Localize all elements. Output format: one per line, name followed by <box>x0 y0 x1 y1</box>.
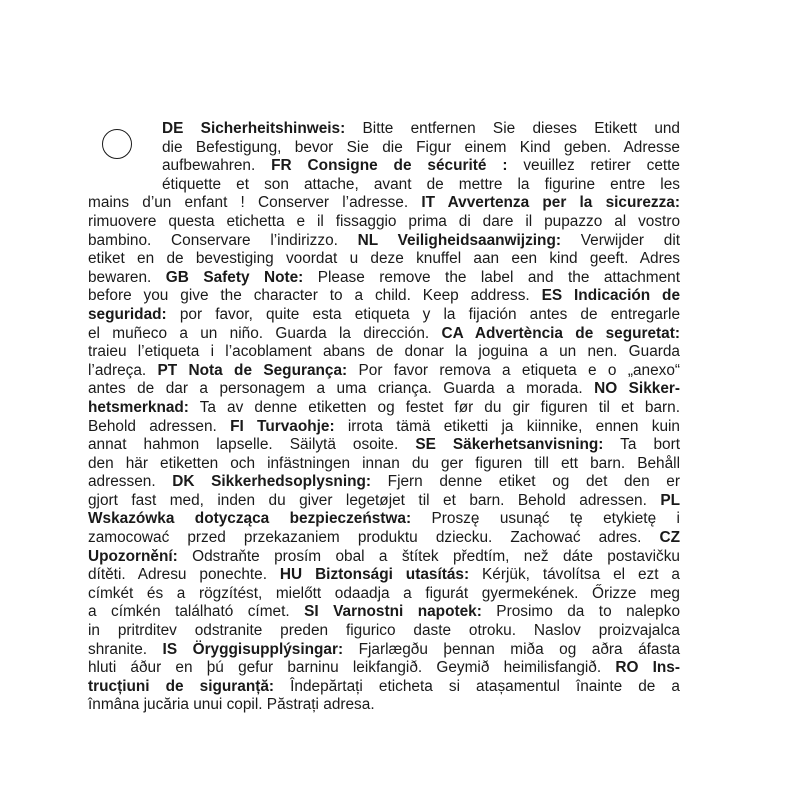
body-text: gjort fast med, inden du giver legetøjet til et barn. Behold adressen. <box>88 491 661 509</box>
section-heading: Upozornění: <box>88 547 178 565</box>
text-line <box>88 473 680 492</box>
body-text: etiket en de bevestiging voordat u deze knuffel aan een kind geeft. Adres <box>88 250 680 268</box>
body-text: rimuovere questa etichetta e il fissaggio prima di dare il pupazzo al vostro <box>88 212 680 230</box>
section-heading: RO Ins- <box>615 659 680 677</box>
text-line <box>88 510 680 529</box>
text-line <box>88 343 680 362</box>
body-text: Proszę usunąć tę etykietę i <box>411 510 680 528</box>
body-text: aufbewahren. <box>162 157 272 175</box>
text-line <box>88 139 680 158</box>
text-line <box>88 566 680 585</box>
body-text: l’adreça. <box>88 361 158 379</box>
body-text: Fjarlægðu þennan miða og aðra áfasta <box>343 640 681 658</box>
text-line <box>88 548 680 567</box>
text-line <box>88 362 680 381</box>
text-line <box>88 380 680 399</box>
body-text: Îndepărtați eticheta si atașamentul înainte de a <box>274 677 680 695</box>
body-text: Prosimo da to nalepko <box>481 603 680 621</box>
body-text: Odstraňte prosím obal a štítek předtím, než dáte postavičku <box>177 547 680 565</box>
body-text: Behold adressen. <box>88 417 231 435</box>
body-text: shranite. <box>88 640 163 658</box>
body-text: traieu l’etiqueta i l’acoblament abans de donar la joguina a un nen. Guarda <box>88 343 680 361</box>
body-text: a címkén található címet. <box>88 603 305 621</box>
body-text: before you give the character to a child. Keep address. <box>88 287 542 305</box>
section-heading: FI Turvaohje: <box>230 417 335 435</box>
section-heading: PT Nota de Segurança: <box>157 361 348 379</box>
section-heading: FR Consigne de sécurité : <box>271 157 508 175</box>
section-heading: DK Sikkerhedsoplysning: <box>172 473 372 491</box>
body-text: den här etiketten och infästningen innan du ger figuren till ett barn. Behåll <box>88 454 680 472</box>
text-line <box>88 325 680 344</box>
section-heading: IT Avvertenza per la sicurezza: <box>421 194 680 212</box>
body-text: Verwijder dit <box>560 231 681 249</box>
body-text: bambino. Conservare l’indirizzo. <box>88 231 358 249</box>
text-line <box>88 399 680 418</box>
body-text: Ta bort <box>603 436 680 454</box>
section-heading: GB Safety Note: <box>165 268 304 286</box>
text-line <box>88 492 680 511</box>
text-line <box>88 529 680 548</box>
section-heading: trucțiuni de siguranță: <box>88 677 275 695</box>
body-text: bewaren. <box>88 268 166 286</box>
section-heading: SE Säkerhetsanvisning: <box>415 436 604 454</box>
text-line <box>88 213 680 232</box>
text-line <box>88 269 680 288</box>
body-text: Fjern denne etiket og det den er <box>371 473 680 491</box>
section-heading: SI Varnostni napotek: <box>304 603 482 621</box>
text-line <box>88 659 680 678</box>
body-text: înmâna jucăria unui copil. Păstrați adresa. <box>88 696 375 714</box>
body-text: mains d’un enfant ! Conserver l’adresse. <box>88 194 422 212</box>
text-line <box>88 455 680 474</box>
body-text: Please remove the label and the attachment <box>303 268 680 286</box>
text-line <box>88 120 680 139</box>
text-line <box>88 678 680 697</box>
body-text: in pritrditev odstranite preden figurico daste otroku. Naslov proizvajalca <box>88 622 680 640</box>
section-heading: hetsmerknad: <box>88 398 189 416</box>
section-heading: PL <box>660 491 680 509</box>
section-heading: DE Sicherheitshinweis: <box>162 120 346 137</box>
body-text: címkét és a rögzítést, mielőtt odaadja a figurát gyermekének. Őrizze meg <box>88 584 680 602</box>
text-line <box>88 418 680 437</box>
text-line <box>88 641 680 660</box>
body-text: veuillez retirer cette <box>507 157 680 175</box>
body-text: irrota tämä etiketti ja kiinnike, ennen kuin <box>334 417 680 435</box>
text-line <box>88 436 680 455</box>
section-heading: seguridad: <box>88 305 167 323</box>
body-text: étiquette et son attache, avant de mettre la figurine entre les <box>162 175 680 193</box>
section-heading: NO Sikker- <box>594 380 680 398</box>
text-line <box>88 622 680 641</box>
body-text: antes de dar a personagem a uma criança. Guarda a morada. <box>88 380 595 398</box>
body-text: Bitte entfernen Sie dieses Etikett und <box>345 120 680 137</box>
text-line <box>88 232 680 251</box>
section-heading: CA Advertència de seguretat: <box>441 324 680 342</box>
body-text: hluti áður en þú gefur barninu leikfangið. Geymið heimilisfangið. <box>88 659 616 677</box>
body-text: die Befestigung, bevor Sie die Figur einem Kind geben. Adresse <box>162 138 680 156</box>
body-text: dítěti. Adresu ponechte. <box>88 566 280 584</box>
safety-text-block <box>88 120 680 715</box>
body-text: adressen. <box>88 473 173 491</box>
body-text: el muñeco a un niño. Guarda la dirección. <box>88 324 442 342</box>
body-text: por favor, quite esta etiqueta y la fijación antes de entregarle <box>166 305 680 323</box>
text-line <box>88 157 680 176</box>
section-heading: ES Indicación de <box>541 287 681 305</box>
section-heading: CZ <box>659 529 680 547</box>
text-line <box>88 287 680 306</box>
text-line <box>88 194 680 213</box>
body-text: Por favor remova a etiqueta e o „anexo“ <box>347 361 681 379</box>
section-heading: Wskazówka dotycząca bezpieczeństwa: <box>88 510 412 528</box>
text-line <box>88 603 680 622</box>
text-line <box>88 306 680 325</box>
section-heading: HU Biztonsági utasítás: <box>279 566 470 584</box>
section-heading: IS Öryggisupplýsingar: <box>162 640 344 658</box>
body-text: annat hahmon lapselle. Säilytä osoite. <box>88 436 416 454</box>
body-text: zamocować przed przekazaniem produktu dziecku. Zachować adres. <box>88 529 660 547</box>
body-text: Kérjük, távolítsa el ezt a <box>469 566 680 584</box>
body-text: Ta av denne etiketten og festet før du gir figuren til et barn. <box>188 398 680 416</box>
text-line <box>88 696 680 715</box>
text-line <box>88 250 680 269</box>
text-line <box>88 585 680 604</box>
section-heading: NL Veiligheidsaanwijzing: <box>357 231 561 249</box>
text-line <box>88 176 680 195</box>
